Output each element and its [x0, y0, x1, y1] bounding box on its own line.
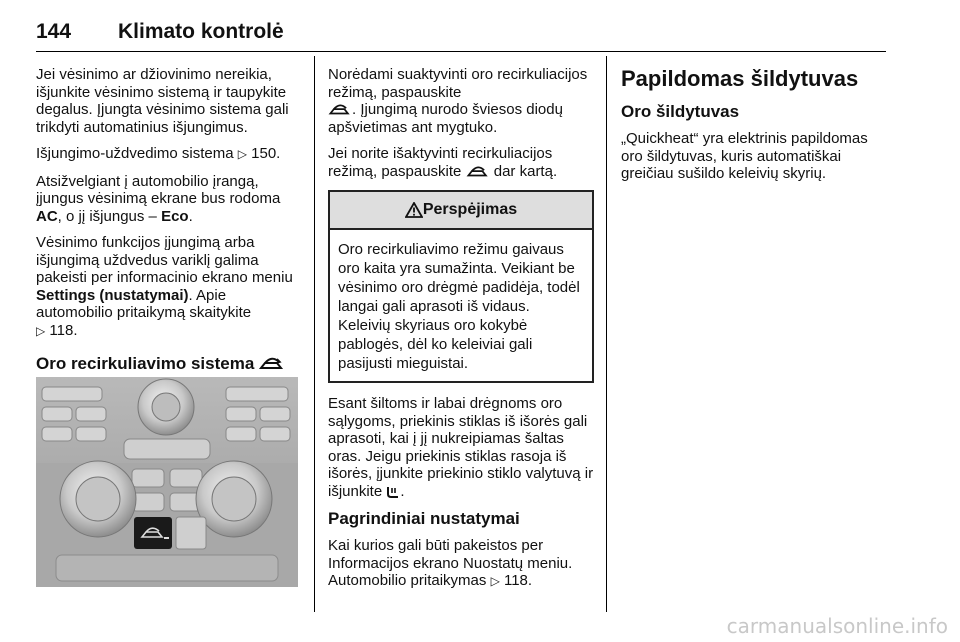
page-title: Klimato kontrolė — [118, 20, 284, 43]
basic-settings-heading: Pagrindiniai nustatymai — [328, 509, 520, 528]
warning-header — [330, 192, 592, 230]
col1-paragraph-3 — [36, 173, 302, 226]
ac-label: AC — [36, 207, 58, 225]
col2-p4-ref: 118. — [503, 572, 533, 589]
col1-p3-b: , o jį išjungus – — [57, 207, 157, 225]
auxiliary-heater-title: Papildomas šildytuvas — [621, 66, 859, 91]
col2-paragraph-3 — [328, 395, 594, 500]
ref-arrow-icon: ▷ — [36, 323, 46, 338]
col2-p4-a: Kai kurios gali būti pakeistos per Informacijos ekrano Nuostatų meniu. Automobilio pritaikymas — [328, 537, 573, 589]
recirculation-heading — [36, 354, 302, 374]
col2-p1-b: . Įjungimą nurodo šviesos diodų apšvietimas ant mygtuko. — [328, 101, 563, 136]
col1-p3-c: . — [188, 207, 193, 225]
warning-icon — [405, 202, 423, 218]
col2-p1-a: Norėdami suaktyvinti oro recirkuliacijos režimą, paspauskite — [328, 66, 588, 101]
col1-paragraph-1: Jei vėsinimo ar džiovinimo nereikia, išjunkite vėsinimo sistemą ir taupykite degalus. Įjungta vėsinimo sistema gali trikdyti automatinius išjungimus. — [36, 66, 289, 136]
watermark: carmanualsonline.info — [726, 614, 948, 638]
col2-p3-b: . — [400, 482, 405, 500]
column-divider-1 — [314, 56, 315, 612]
page-header — [36, 20, 886, 50]
col2-p2-a: Jei norite išaktyvinti recirkuliacijos režimą, paspauskite — [328, 145, 553, 180]
recirculation-icon — [259, 356, 285, 372]
page-number: 144 — [36, 20, 72, 43]
ref-arrow-icon: ▷ — [490, 574, 500, 588]
col3-paragraph-1: „Quickheat“ yra elektrinis papildomas oro šildytuvas, kuris automatiškai greičiau sušildo keleivių skyrių. — [621, 130, 868, 182]
col2-paragraph-1 — [328, 66, 594, 136]
climate-control-panel-photo — [36, 377, 298, 587]
recirculation-icon — [466, 165, 490, 179]
recirculation-icon — [328, 103, 352, 117]
ref-arrow-icon: ▷ — [237, 147, 247, 161]
warning-box — [328, 190, 594, 383]
col2-paragraph-4 — [328, 537, 594, 591]
eco-label: Eco — [161, 207, 189, 225]
column-1 — [36, 66, 302, 384]
warning-body: Oro recirkuliavimo režimu gaivaus oro kaita yra sumažinta. Veikiant be vėsinimo oro drėgmė padidėja, todėl langai gali aprasoti iš vidaus. Keleivių skyriaus oro kokybė pablogės, dėl ko keleiviai gali pasijusti mieguistai. — [338, 241, 580, 372]
warning-title: Perspėjimas — [422, 201, 518, 219]
col2-p2-b: dar kartą. — [493, 162, 558, 180]
column-divider-2 — [606, 56, 607, 612]
col1-paragraph-4 — [36, 234, 302, 340]
column-3 — [621, 66, 891, 192]
column-2 — [328, 66, 594, 600]
header-rule — [36, 51, 886, 52]
col1-p2-text: Išjungimo-uždvedimo sistema — [36, 145, 234, 162]
col2-p3-a: Esant šiltoms ir labai drėgnoms oro sąlygoms, priekinis stiklas iš išorės gali aprasoti, kai į jį nukreipiamas šaltas oras. Jeigu priekinis stiklas rasoja iš išorės, įjunkite priekinio stiklo valytuvą ir išjunkite — [328, 395, 594, 500]
col2-paragraph-2 — [328, 145, 594, 180]
col1-p4-b: . Apie automobilio pritaikymą skaitykite — [36, 286, 252, 321]
recirculation-heading-text: Oro recirkuliavimo sistema — [36, 354, 255, 373]
settings-label: Settings (nustatymai) — [36, 286, 189, 304]
air-heater-subtitle: Oro šildytuvas — [621, 102, 740, 121]
col1-p3-a: Atsižvelgiant į automobilio įrangą, įjungus vėsinimą ekrane bus rodoma — [36, 172, 281, 207]
col1-p2-ref: 150. — [251, 145, 281, 162]
col1-p4-a: Vėsinimo funkcijos įjungimą arba išjungimą uždvedus variklį galima pakeisti per informacinio ekrano meniu — [36, 234, 293, 286]
col1-p4-ref: 118. — [49, 321, 78, 339]
windscreen-air-icon — [386, 485, 400, 499]
col1-paragraph-2 — [36, 145, 302, 164]
